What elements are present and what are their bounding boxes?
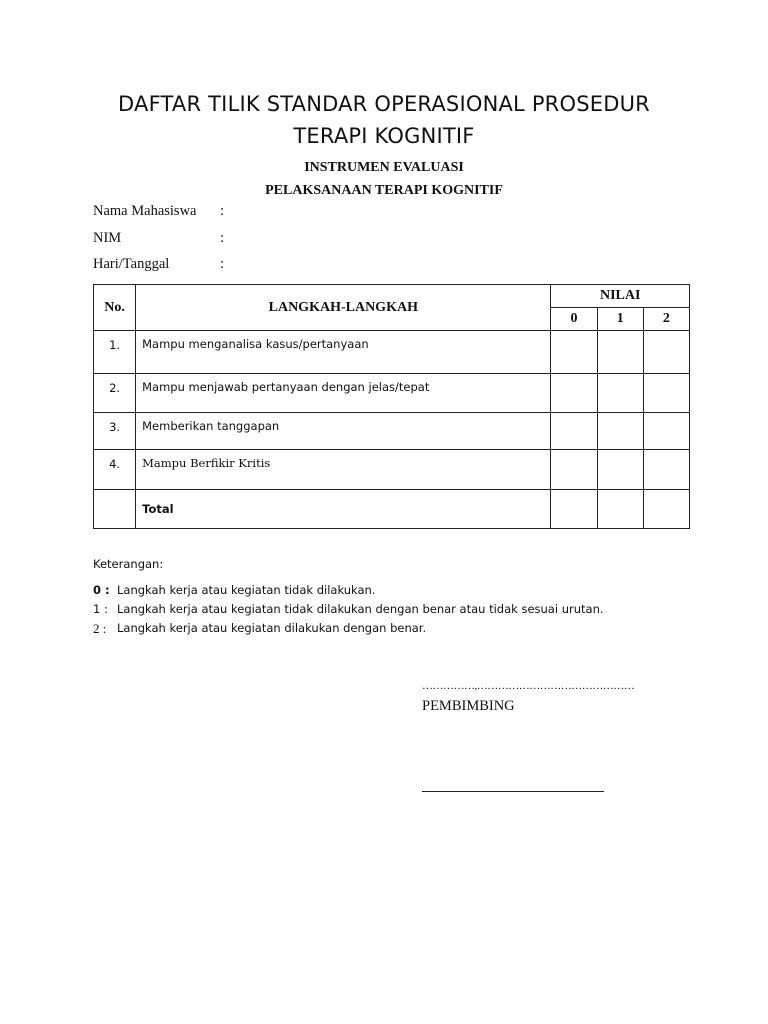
score-cell-2[interactable] [643, 450, 689, 490]
note-text: Langkah kerja atau kegiatan tidak dilakukan. [117, 583, 376, 597]
score-cell-2[interactable] [643, 374, 689, 413]
header-score: NILAI [551, 285, 690, 308]
score-cell-2[interactable] [643, 331, 689, 374]
row-number: 4. [94, 450, 136, 490]
table-row [94, 450, 690, 490]
score-cell-1[interactable] [597, 374, 643, 413]
document-title [0, 88, 768, 152]
score-column-2: 2 [643, 308, 689, 331]
note-code: 1 : [93, 602, 108, 616]
row-number [94, 490, 136, 529]
score-cell-1[interactable] [597, 413, 643, 450]
subtitle-line-2: PELAKSANAAN TERAPI KOGNITIF [265, 183, 503, 198]
table-row [94, 331, 690, 374]
signature-date-placeholder: ……………,……………………………………… [422, 680, 635, 692]
header-steps: LANGKAH-LANGKAH [136, 285, 551, 331]
header-no: No. [94, 285, 136, 331]
subtitle-line-1: INSTRUMEN EVALUASI [304, 160, 464, 175]
score-cell-2[interactable] [643, 490, 689, 529]
signature-line [422, 791, 604, 792]
score-column-1: 1 [597, 308, 643, 331]
row-total-label: Total [136, 490, 551, 529]
score-cell-0[interactable] [551, 413, 597, 450]
evaluation-table [93, 284, 690, 529]
row-number: 1. [94, 331, 136, 374]
table-row [94, 413, 690, 450]
table-row [94, 374, 690, 413]
score-cell-2[interactable] [643, 413, 689, 450]
note-text: Langkah kerja atau kegiatan dilakukan dengan benar. [117, 621, 427, 635]
row-step: Mampu menganalisa kasus/pertanyaan [136, 331, 551, 374]
row-step: Mampu menjawab pertanyaan dengan jelas/tepat [136, 374, 551, 413]
note-item [93, 602, 604, 621]
notes-heading: Keterangan: [93, 557, 164, 571]
note-code: 2 : [93, 621, 107, 636]
score-cell-1[interactable] [597, 490, 643, 529]
row-step: Memberikan tanggapan [136, 413, 551, 450]
row-number: 3. [94, 413, 136, 450]
row-step: Mampu Berfikir Kritis [136, 450, 551, 490]
score-cell-1[interactable] [597, 450, 643, 490]
signature-role: PEMBIMBING [422, 698, 515, 714]
field-label: NIM [93, 230, 122, 246]
score-cell-0[interactable] [551, 374, 597, 413]
table-row-total [94, 490, 690, 529]
field-label: Nama Mahasiswa [93, 203, 197, 219]
field-label: Hari/Tanggal [93, 256, 170, 272]
note-code: 0 : [93, 583, 110, 597]
notes-section [93, 557, 604, 640]
score-column-0: 0 [551, 308, 597, 331]
score-cell-0[interactable] [551, 450, 597, 490]
note-text: Langkah kerja atau kegiatan tidak dilakukan dengan benar atau tidak sesuai urutan. [117, 602, 604, 616]
score-cell-1[interactable] [597, 331, 643, 374]
note-item [93, 583, 376, 602]
field-colon: : [220, 230, 225, 246]
score-cell-0[interactable] [551, 490, 597, 529]
title-line-2: TERAPI KOGNITIF [293, 124, 475, 148]
field-colon: : [220, 256, 225, 272]
row-number: 2. [94, 374, 136, 413]
note-item [93, 621, 427, 640]
title-line-1: DAFTAR TILIK STANDAR OPERASIONAL PROSEDUR [118, 92, 650, 116]
field-colon: : [220, 203, 225, 219]
score-cell-0[interactable] [551, 331, 597, 374]
